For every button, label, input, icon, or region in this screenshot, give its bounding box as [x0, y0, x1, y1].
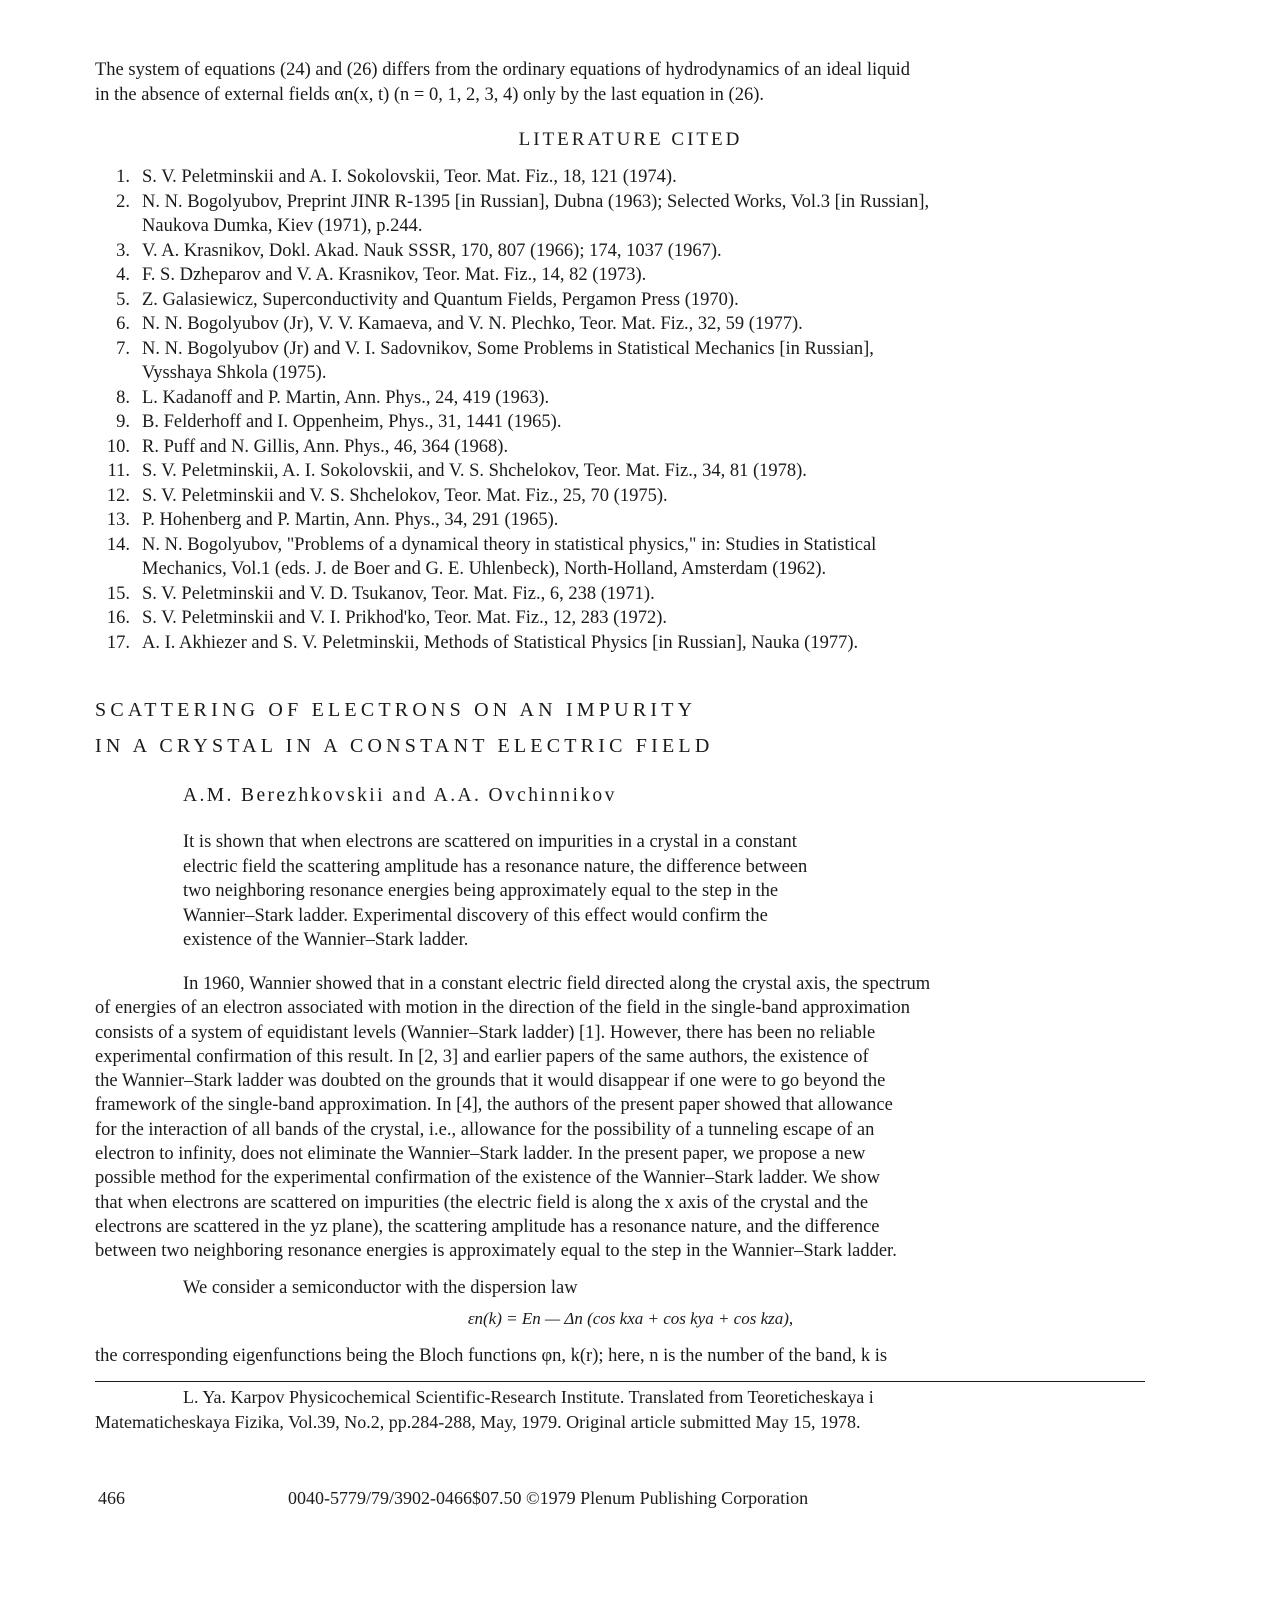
reference-text: Naukova Dumka, Kiev (1971), p.244. [142, 216, 423, 236]
page-number: 466 [98, 1488, 125, 1508]
article-authors: A.M. Berezhkovskii and A.A. Ovchinnikov [183, 785, 617, 806]
reference-text: A. I. Akhiezer and S. V. Peletminskii, Methods of Statistical Physics [in Russian], Nauka (1977). [142, 632, 859, 653]
reference-number: 11. [107, 461, 130, 481]
abstract-line: It is shown that when electrons are scattered on impurities in a crystal in a constant [183, 832, 797, 852]
body-line: consists of a system of equidistant levels (Wannier–Stark ladder) [1]. However, there has been no reliable [95, 1022, 876, 1043]
reference-text: S. V. Peletminskii and A. I. Sokolovskii, Teor. Mat. Fiz., 18, 121 (1974). [142, 167, 677, 187]
reference-item [100, 312, 1180, 337]
reference-number: 1. [116, 167, 130, 187]
article-title-line-2: IN A CRYSTAL IN A CONSTANT ELECTRIC FIELD [95, 735, 714, 757]
body-line: possible method for the experimental confirmation of the existence of the Wannier–Stark ladder. We show [95, 1168, 880, 1189]
reference-text: B. Felderhoff and I. Oppenheim, Phys., 31, 1441 (1965). [142, 412, 562, 432]
abstract-line: existence of the Wannier–Stark ladder. [183, 930, 469, 950]
footnote-divider [95, 1381, 1145, 1382]
abstract-line: Wannier–Stark ladder. Experimental discovery of this effect would confirm the [183, 905, 768, 926]
reference-item [100, 435, 1180, 460]
footnote [95, 1385, 1155, 1435]
reference-text: V. A. Krasnikov, Dokl. Akad. Nauk SSSR, 170, 807 (1966); 174, 1037 (1967). [142, 240, 722, 261]
intro-line-1: The system of equations (24) and (26) differs from the ordinary equations of hydrodynamics of an ideal liquid [95, 60, 910, 80]
reference-text: S. V. Peletminskii and V. S. Shchelokov, Teor. Mat. Fiz., 25, 70 (1975). [142, 485, 668, 506]
reference-text: Vysshaya Shkola (1975). [142, 363, 327, 383]
reference-item [100, 459, 1180, 484]
reference-number: 15. [106, 583, 130, 604]
reference-number: 10. [106, 436, 130, 457]
reference-number: 13. [106, 510, 130, 530]
reference-text: S. V. Peletminskii, A. I. Sokolovskii, and V. S. Shchelokov, Teor. Mat. Fiz., 34, 81 (1978). [142, 461, 807, 481]
dispersion-equation: εn(k) = En — Δn (cos kxa + cos kya + cos kza), [467, 1309, 794, 1328]
reference-text: S. V. Peletminskii and V. I. Prikhod'ko, Teor. Mat. Fiz., 12, 283 (1972). [142, 608, 668, 628]
after-equation-line: the corresponding eigenfunctions being the Bloch functions φn, k(r); here, n is the number of the band, k is [95, 1346, 888, 1366]
body-line: electrons are scattered in the yz plane), the scattering amplitude has a resonance nature, and the difference [95, 1216, 880, 1237]
reference-item [100, 239, 1180, 264]
article-abstract [183, 830, 1003, 953]
reference-item [100, 606, 1180, 631]
reference-item [100, 631, 1180, 656]
reference-number: 7. [116, 338, 130, 359]
reference-text: Mechanics, Vol.1 (eds. J. de Boer and G. E. Uhlenbeck), North-Holland, Amsterdam (1962). [142, 559, 827, 579]
reference-text: N. N. Bogolyubov, "Problems of a dynamical theory in statistical physics," in: Studies in Statistical [142, 534, 877, 555]
intro-paragraph [95, 58, 1155, 107]
reference-number: 2. [116, 191, 130, 212]
abstract-line: electric field the scattering amplitude has a resonance nature, the difference between [183, 856, 808, 877]
reference-item [100, 533, 1180, 582]
dispersion-intro [95, 1276, 1163, 1300]
reference-item [100, 165, 1180, 190]
reference-item [100, 337, 1180, 386]
body-line: between two neighboring resonance energies is approximately equal to the step in the Wannier–Stark ladder. [95, 1241, 897, 1262]
footnote-line-2: Matematicheskaya Fizika, Vol.39, No.2, pp.284-288, May, 1979. Original article submitted May 15, 1978. [95, 1412, 861, 1432]
reference-item [100, 410, 1180, 435]
reference-text: S. V. Peletminskii and V. D. Tsukanov, Teor. Mat. Fiz., 6, 238 (1971). [142, 583, 655, 604]
publication-code: 0040-5779/79/3902-0466$07.50 ©1979 Plenum Publishing Corporation [288, 1488, 809, 1508]
reference-text: L. Kadanoff and P. Martin, Ann. Phys., 24, 419 (1963). [142, 387, 550, 408]
body-line: electron to infinity, does not eliminate the Wannier–Stark ladder. In the present paper, we propose a new [95, 1144, 866, 1165]
reference-text: P. Hohenberg and P. Martin, Ann. Phys., 34, 291 (1965). [142, 510, 559, 530]
footnote-line-1: L. Ya. Karpov Physicochemical Scientific-Research Institute. Translated from Teoreticheskaya i [183, 1387, 874, 1407]
reference-number: 8. [116, 387, 130, 408]
reference-item [100, 484, 1180, 509]
body-line: the Wannier–Stark ladder was doubted on the grounds that it would disappear if one were to go beyond the [95, 1071, 886, 1092]
reference-text: N. N. Bogolyubov (Jr) and V. I. Sadovnikov, Some Problems in Statistical Mechanics [in Russian], [142, 338, 874, 359]
reference-item [100, 386, 1180, 411]
reference-list [100, 165, 1180, 655]
after-equation-text [95, 1344, 1163, 1368]
body-line: In 1960, Wannier showed that in a constant electric field directed along the crystal axis, the spectrum [183, 974, 931, 994]
reference-number: 17. [106, 632, 130, 653]
reference-text: R. Puff and N. Gillis, Ann. Phys., 46, 364 (1968). [142, 436, 509, 457]
body-line: that when electrons are scattered on impurities (the electric field is along the x axis of the crystal and the [95, 1192, 869, 1213]
literature-cited-heading: LITERATURE CITED [518, 129, 743, 150]
reference-item [100, 288, 1180, 313]
reference-item [100, 190, 1180, 239]
reference-item [100, 263, 1180, 288]
reference-item [100, 508, 1180, 533]
reference-text: Z. Galasiewicz, Superconductivity and Quantum Fields, Pergamon Press (1970). [142, 289, 739, 310]
reference-number: 9. [116, 412, 130, 432]
reference-number: 6. [116, 314, 130, 334]
reference-item [100, 582, 1180, 607]
reference-text: F. S. Dzheparov and V. A. Krasnikov, Teor. Mat. Fiz., 14, 82 (1973). [142, 265, 647, 285]
reference-number: 16. [106, 608, 130, 628]
reference-number: 4. [116, 265, 130, 285]
reference-number: 5. [116, 289, 130, 310]
body-line: for the interaction of all bands of the crystal, i.e., allowance for the possibility of a tunneling escape of an [95, 1119, 875, 1140]
reference-text: N. N. Bogolyubov (Jr), V. V. Kamaeva, and V. N. Plechko, Teor. Mat. Fiz., 32, 59 (1977). [142, 314, 803, 334]
intro-line-2: in the absence of external fields αn(x, t) (n = 0, 1, 2, 3, 4) only by the last equation in (26). [95, 84, 764, 105]
body-line: experimental confirmation of this result. In [2, 3] and earlier papers of the same authors, the existence of [95, 1046, 869, 1067]
abstract-line: two neighboring resonance energies being approximately equal to the step in the [183, 881, 779, 901]
reference-number: 14. [106, 534, 130, 555]
reference-number: 12. [106, 485, 130, 506]
article-title-line-1: SCATTERING OF ELECTRONS ON AN IMPURITY [95, 699, 697, 721]
dispersion-intro-line: We consider a semiconductor with the dispersion law [183, 1278, 578, 1298]
reference-number: 3. [116, 240, 130, 261]
body-line: of energies of an electron associated with motion in the direction of the field in the single-band approximation [95, 998, 910, 1019]
reference-text: N. N. Bogolyubov, Preprint JINR R-1395 [in Russian], Dubna (1963); Selected Works, Vol.3 [in Russian], [142, 191, 930, 212]
introduction-paragraph [95, 972, 1163, 1264]
body-line: framework of the single-band approximation. In [4], the authors of the present paper showed that allowance [95, 1095, 893, 1116]
